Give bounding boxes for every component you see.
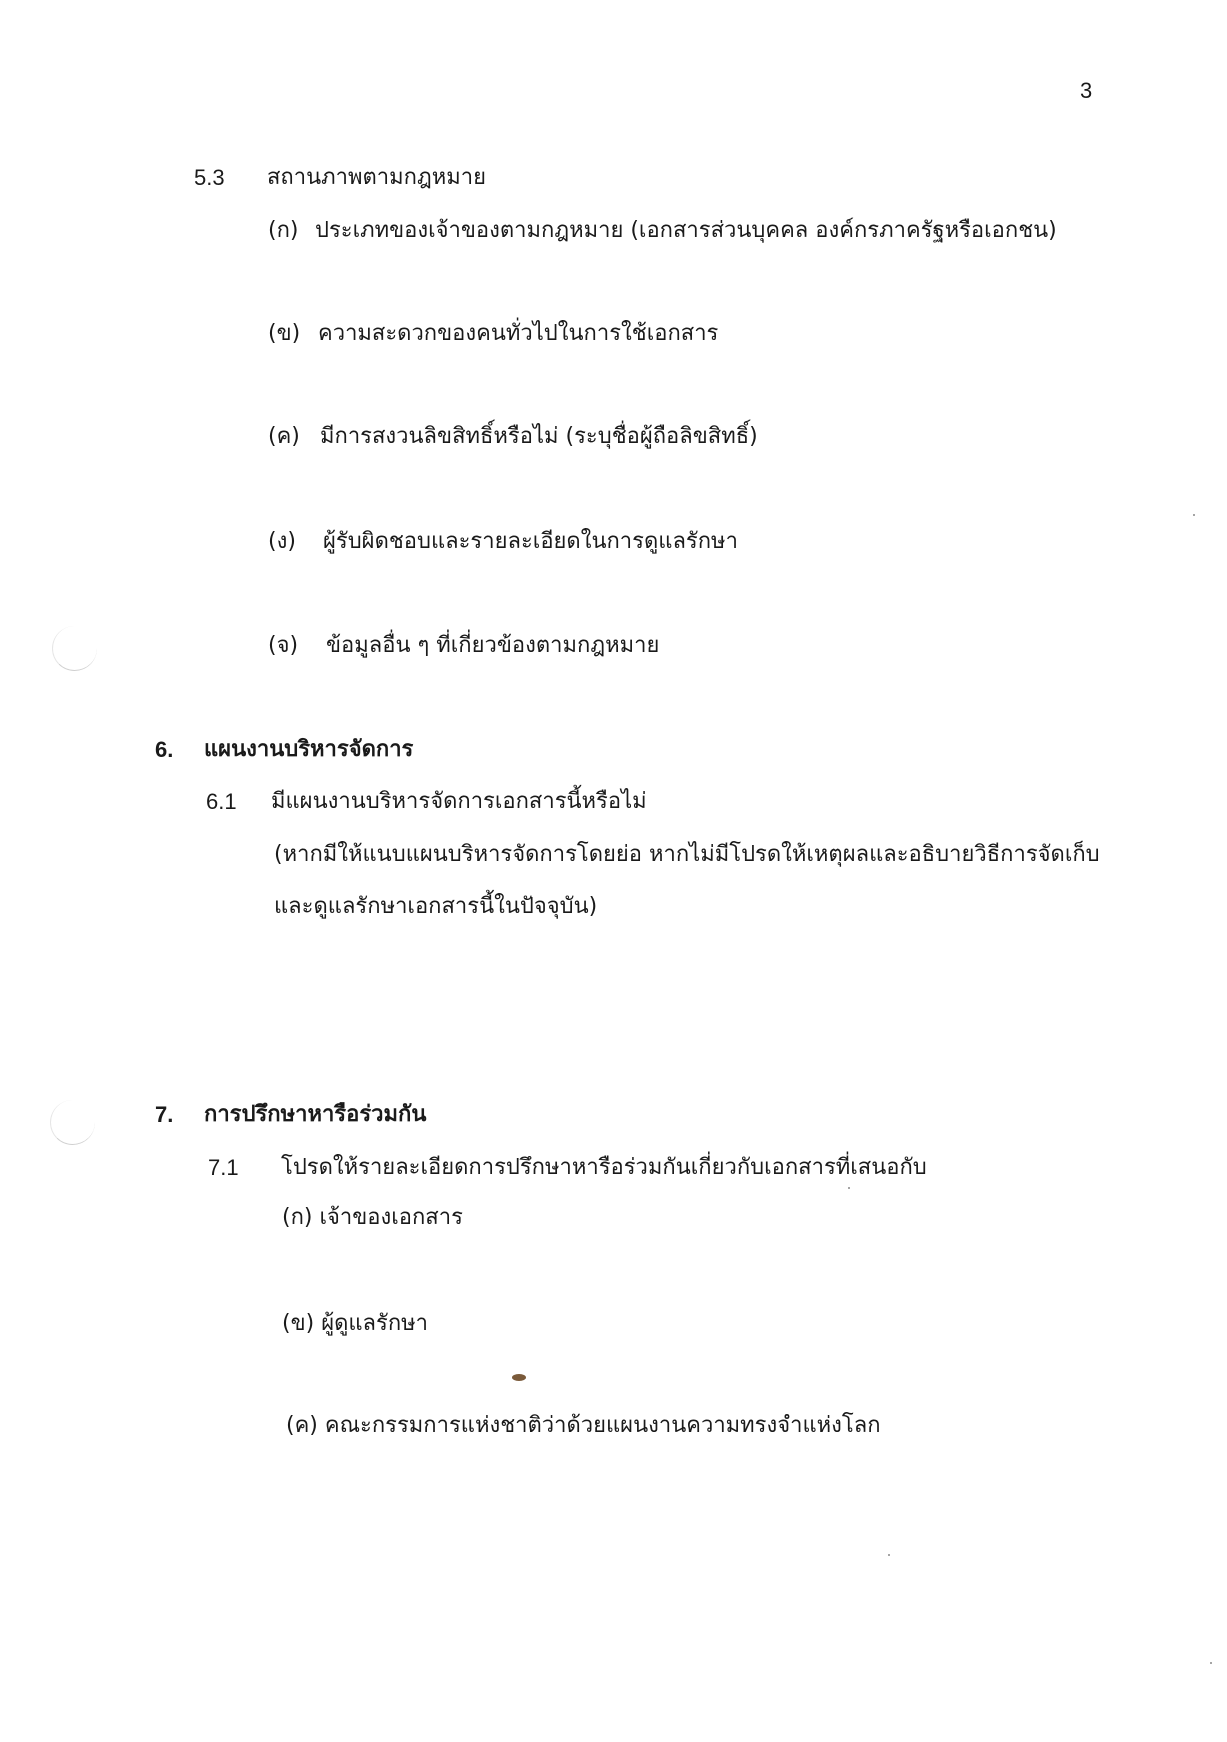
section-6-1-note-line-1: (หากมีให้แนบแผนบริหารจัดการโดยย่อ หากไม่มีโปรดให้เหตุผลและอธิบายวิธีการจัดเก็บ [274, 842, 1100, 867]
item-label: (ก) [268, 218, 299, 243]
item-label: (ง) [268, 529, 296, 554]
section-7-1-text: โปรดให้รายละเอียดการปรึกษาหารือร่วมกันเกี่ยวกับเอกสารที่เสนอกับ [281, 1155, 927, 1180]
punch-hole-mark [50, 1100, 95, 1145]
section-7-1-number: 7.1 [208, 1155, 239, 1180]
section-6-1-text: มีแผนงานบริหารจัดการเอกสารนี้หรือไม่ [271, 789, 647, 814]
section-6-title: แผนงานบริหารจัดการ [204, 737, 414, 762]
scan-speck [512, 1374, 526, 1381]
section-6-number: 6. [155, 737, 174, 762]
item-text: ประเภทของเจ้าของตามกฎหมาย (เอกสารส่วนบุคคล องค์กรภาครัฐหรือเอกชน) [315, 218, 1057, 243]
section-6-1-number: 6.1 [206, 789, 237, 814]
scan-dot [1193, 514, 1195, 516]
section-7-title: การปรึกษาหารือร่วมกัน [204, 1102, 427, 1127]
item-text: ข้อมูลอื่น ๆ ที่เกี่ยวข้องตามกฎหมาย [326, 633, 660, 658]
scan-dot [848, 1187, 850, 1189]
section-5-3-title: สถานภาพตามกฎหมาย [267, 165, 486, 190]
punch-hole-mark [52, 626, 97, 671]
item-text: ความสะดวกของคนทั่วไปในการใช้เอกสาร [318, 321, 719, 346]
item-text: (ข) ผู้ดูแลรักษา [282, 1311, 429, 1336]
item-text: (ก) เจ้าของเอกสาร [282, 1205, 463, 1230]
section-7-number: 7. [155, 1102, 174, 1127]
scan-dot [888, 1554, 890, 1556]
section-5-3-number: 5.3 [194, 165, 225, 190]
section-6-1-note-line-2: และดูแลรักษาเอกสารนี้ในปัจจุบัน) [274, 894, 598, 919]
page-number: 3 [1080, 78, 1093, 103]
scan-dot [1210, 1662, 1212, 1664]
item-text: มีการสงวนลิขสิทธิ์หรือไม่ (ระบุชื่อผู้ถือลิขสิทธิ์) [320, 424, 758, 449]
item-text: (ค) คณะกรรมการแห่งชาติว่าด้วยแผนงานความทรงจำแห่งโลก [286, 1413, 881, 1438]
item-label: (ข) [268, 321, 301, 346]
item-text: ผู้รับผิดชอบและรายละเอียดในการดูแลรักษา [323, 529, 738, 554]
item-label: (จ) [268, 633, 299, 658]
item-label: (ค) [268, 424, 300, 449]
